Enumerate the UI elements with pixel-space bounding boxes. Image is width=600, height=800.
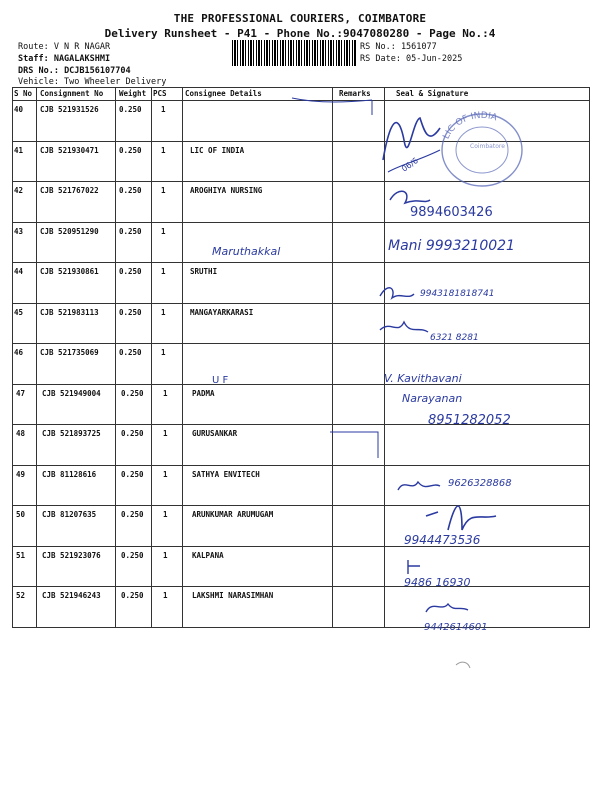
table-row bbox=[12, 384, 590, 425]
svg-text:06/6: 06/6 bbox=[399, 155, 420, 174]
column-divider bbox=[384, 87, 385, 627]
table-row bbox=[12, 424, 590, 465]
cell-consignment: CJB 521893725 bbox=[42, 429, 101, 438]
row42-phone: 9894603426 bbox=[410, 205, 493, 220]
cell-pcs: 1 bbox=[163, 510, 168, 519]
cell-weight: 0.250 bbox=[119, 348, 142, 357]
cell-pcs: 1 bbox=[163, 469, 168, 479]
cell-pcs: 1 bbox=[163, 550, 168, 560]
cell-pcs: 1 bbox=[161, 307, 166, 317]
table-row bbox=[12, 465, 590, 506]
header-seal-signature: Seal & Signature bbox=[396, 89, 469, 98]
row51-phone: 9486 16930 bbox=[404, 576, 471, 589]
row-divider bbox=[12, 627, 590, 628]
cell-sno: 52 bbox=[16, 591, 26, 600]
cell-weight: 0.250 bbox=[119, 226, 142, 236]
cell-sno: 45 bbox=[14, 307, 24, 317]
route-info: Route: V N R NAGAR bbox=[18, 42, 111, 52]
row44-phone: 9943181818741 bbox=[420, 289, 495, 299]
cell-weight: 0.250 bbox=[121, 510, 144, 519]
rs-date: RS Date: 05-Jun-2025 bbox=[360, 54, 463, 64]
cell-weight: 0.250 bbox=[119, 307, 142, 317]
cell-weight: 0.250 bbox=[121, 550, 144, 560]
cell-consignee: PADMA bbox=[192, 388, 215, 398]
cell-consignee: GURUSANKAR bbox=[192, 429, 238, 438]
vehicle-info: Vehicle: Two Wheeler Delivery bbox=[18, 77, 167, 87]
column-divider bbox=[36, 87, 37, 627]
row45-phone: 6321 8281 bbox=[430, 333, 479, 343]
row47-phone: 8951282052 bbox=[428, 413, 511, 428]
cell-sno: 44 bbox=[14, 267, 24, 276]
cell-sno: 41 bbox=[14, 145, 24, 155]
stamp-text: LIC OF INDIA bbox=[441, 110, 499, 141]
column-divider bbox=[589, 87, 590, 627]
table-row bbox=[12, 343, 590, 384]
column-divider bbox=[12, 87, 13, 627]
cell-sno: 50 bbox=[16, 510, 26, 519]
cell-consignee: LIC OF INDIA bbox=[190, 145, 245, 155]
table-header bbox=[12, 87, 590, 100]
cell-consignment: CJB 521767022 bbox=[40, 186, 99, 195]
table-row bbox=[12, 303, 590, 344]
table-row bbox=[12, 222, 590, 263]
cell-sno: 42 bbox=[14, 186, 24, 195]
header-pcs: PCS bbox=[153, 89, 167, 98]
cell-consignee: KALPANA bbox=[192, 550, 224, 560]
cell-pcs: 1 bbox=[163, 388, 168, 398]
cell-sno: 51 bbox=[16, 550, 26, 560]
cell-sno: 43 bbox=[14, 226, 24, 236]
header-weight: Weight bbox=[119, 89, 147, 98]
cell-sno: 46 bbox=[14, 348, 24, 357]
cell-consignment: CJB 521930861 bbox=[40, 267, 99, 276]
cell-consignee: MANGAYARKARASI bbox=[190, 307, 254, 317]
cell-pcs: 1 bbox=[161, 226, 166, 236]
row50-phone: 9944473536 bbox=[404, 533, 481, 547]
row47-signature: Narayanan bbox=[402, 392, 463, 405]
column-divider bbox=[151, 87, 152, 627]
header-sno: S No bbox=[14, 89, 33, 98]
header-consignment: Consignment No bbox=[40, 89, 104, 98]
table-row bbox=[12, 100, 590, 141]
cell-consignment: CJB 81207635 bbox=[42, 510, 97, 519]
row43-consignee-hand: Maruthakkal bbox=[212, 245, 281, 258]
row49-phone: 9626328868 bbox=[448, 478, 512, 489]
cell-consignee: SRUTHI bbox=[190, 267, 218, 276]
cell-pcs: 1 bbox=[163, 591, 168, 600]
cell-pcs: 1 bbox=[163, 429, 168, 438]
row43-signature: Mani 9993210021 bbox=[388, 238, 515, 254]
drs-value: DCJB156107704 bbox=[64, 66, 131, 76]
table-row bbox=[12, 546, 590, 587]
cell-consignment: CJB 521931526 bbox=[40, 105, 99, 114]
cell-consignment: CJB 521983113 bbox=[40, 307, 99, 317]
cell-consignment: CJB 521923076 bbox=[42, 550, 101, 560]
cell-pcs: 1 bbox=[161, 186, 166, 195]
table-row bbox=[12, 505, 590, 546]
table-row bbox=[12, 586, 590, 627]
header-consignee: Consignee Details bbox=[185, 89, 262, 98]
cell-sno: 47 bbox=[16, 388, 26, 398]
header-remarks: Remarks bbox=[339, 89, 371, 98]
cell-pcs: 1 bbox=[161, 145, 166, 155]
cell-weight: 0.250 bbox=[121, 388, 144, 398]
cell-weight: 0.250 bbox=[119, 186, 142, 195]
barcode bbox=[232, 40, 356, 66]
row52-phone: 9442614601 bbox=[424, 622, 488, 633]
cell-weight: 0.250 bbox=[121, 591, 144, 600]
column-divider bbox=[115, 87, 116, 627]
cell-consignment: CJB 81128616 bbox=[42, 469, 97, 479]
row46-signature: V. Kavithavani bbox=[384, 372, 462, 385]
rs-number: RS No.: 1561077 bbox=[360, 42, 437, 52]
staff-info: Staff: NAGALAKSHMI bbox=[18, 54, 111, 64]
cell-pcs: 1 bbox=[161, 348, 166, 357]
drs-label: DRS No.: bbox=[18, 66, 65, 76]
company-title: THE PROFESSIONAL COURIERS, COIMBATORE bbox=[173, 12, 427, 25]
column-divider bbox=[332, 87, 333, 627]
cell-weight: 0.250 bbox=[119, 145, 142, 155]
cell-consignment: CJB 521930471 bbox=[40, 145, 99, 155]
cell-consignee: ARUNKUMAR ARUMUGAM bbox=[192, 510, 274, 519]
stamp-sub: Coimbatore bbox=[470, 143, 505, 150]
cell-weight: 0.250 bbox=[119, 105, 142, 114]
cell-pcs: 1 bbox=[161, 105, 166, 114]
cell-consignment: CJB 521949004 bbox=[42, 388, 101, 398]
table-row bbox=[12, 141, 590, 182]
cell-consignment: CJB 521735069 bbox=[40, 348, 99, 357]
cell-sno: 40 bbox=[14, 105, 24, 114]
cell-consignee: SATHYA ENVITECH bbox=[192, 469, 260, 479]
cell-weight: 0.250 bbox=[121, 469, 144, 479]
cell-sno: 49 bbox=[16, 469, 26, 479]
cell-consignee: AROGHIYA NURSING bbox=[190, 186, 263, 195]
cell-consignment: CJB 520951290 bbox=[40, 226, 99, 236]
runsheet-subtitle: Delivery Runsheet - P41 - Phone No.:9047080280 - Page No.:4 bbox=[104, 27, 496, 40]
cell-consignment: CJB 521946243 bbox=[42, 591, 101, 600]
column-divider bbox=[182, 87, 183, 627]
row46-consignee-hand: U F bbox=[212, 375, 229, 386]
table-row bbox=[12, 262, 590, 303]
cell-consignee: LAKSHMI NARASIMHAN bbox=[192, 591, 274, 600]
cell-weight: 0.250 bbox=[121, 429, 144, 438]
cell-weight: 0.250 bbox=[119, 267, 142, 276]
table-row bbox=[12, 181, 590, 222]
cell-sno: 48 bbox=[16, 429, 26, 438]
cell-pcs: 1 bbox=[161, 267, 166, 276]
